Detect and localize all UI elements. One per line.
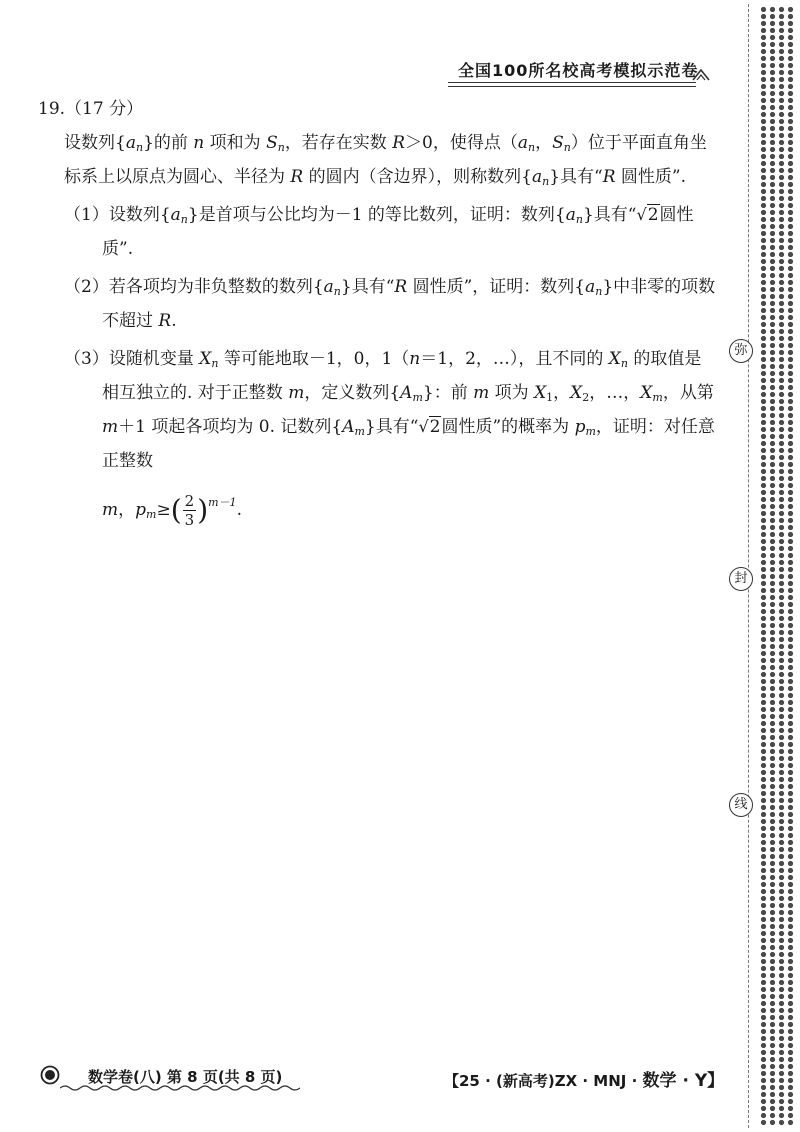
- problem-19: [36, 92, 716, 549]
- sqrt-2: √2: [636, 205, 659, 225]
- header-title: 全国100所名校高考模拟示范卷: [458, 61, 699, 80]
- binding-dots-col-2: [769, 6, 776, 1126]
- seal-cut-line: [748, 4, 749, 1128]
- header-rule: [448, 82, 696, 83]
- target-circle-icon: [40, 1065, 60, 1085]
- roof-ornament-icon: [692, 66, 710, 82]
- fraction-two-thirds: $\frac{2}{3}$: [184, 492, 195, 529]
- footer-page-info: [40, 1064, 300, 1094]
- page-header: [448, 58, 708, 88]
- seal-mark-xian: 线: [729, 793, 753, 817]
- header-rule-secondary: [448, 86, 696, 87]
- footer-exam-code: 【25 · (新高考)ZX · MNJ · 数学 · Y】: [444, 1071, 725, 1091]
- problem-part-3-conclusion: m，$p_m\ge$( $\frac{2}{3}$ )$^{m-1}$.: [102, 492, 242, 529]
- footer-page-label: 数学卷(八) 第 8 页(共 8 页): [88, 1068, 283, 1086]
- binding-dots-col-1: [760, 6, 767, 1126]
- binding-dots-col-4: [787, 6, 794, 1126]
- problem-part-1: （1）设数列$\{a_n\}$是首项与公比均为－1 的等比数列，证明：数列$\{a_n\}$具有“√2圆性质”.: [64, 205, 694, 259]
- binding-dots-col-3: [778, 6, 785, 1126]
- problem-part-2: （2）若各项均为非负整数的数列$\{a_n\}$具有“R 圆性质”，证明：数列$\{a_n\}$中非零的项数不超过 R.: [64, 277, 716, 331]
- problem-intro: 设数列$\{a_n\}$的前 n 项和为 $S_n$，若存在实数 R＞0，使得点（$a_n$，$S_n$）位于平面直角坐标系上以原点为圆心、半径为 R 的圆内（含边界），则称数列$\{a_n\}$具有“R 圆性质”.: [64, 133, 707, 188]
- seal-mark-mi: 弥: [729, 339, 753, 363]
- problem-heading: 19.（17 分）: [38, 99, 144, 119]
- binding-strip: [758, 0, 794, 1132]
- footer-wave-underline: [60, 1084, 300, 1092]
- problem-part-3: （3）设随机变量 $X_n$ 等可能地取－1，0，1（n＝1，2，…），且不同的 $X_n$ 的取值是相互独立的. 对于正整数 m，定义数列$\{A_m\}$：前 m 项为 $X_1$，$X_2$，…，$X_m$，从第 m＋1 项起各项均为 0. 记数列$\{A_m\}$具有“√2圆性质”的概率为 $p_m$，证明：对任意正整数: [64, 349, 715, 471]
- sqrt-2-part3: √2: [418, 417, 441, 437]
- seal-mark-feng: 封: [729, 567, 753, 591]
